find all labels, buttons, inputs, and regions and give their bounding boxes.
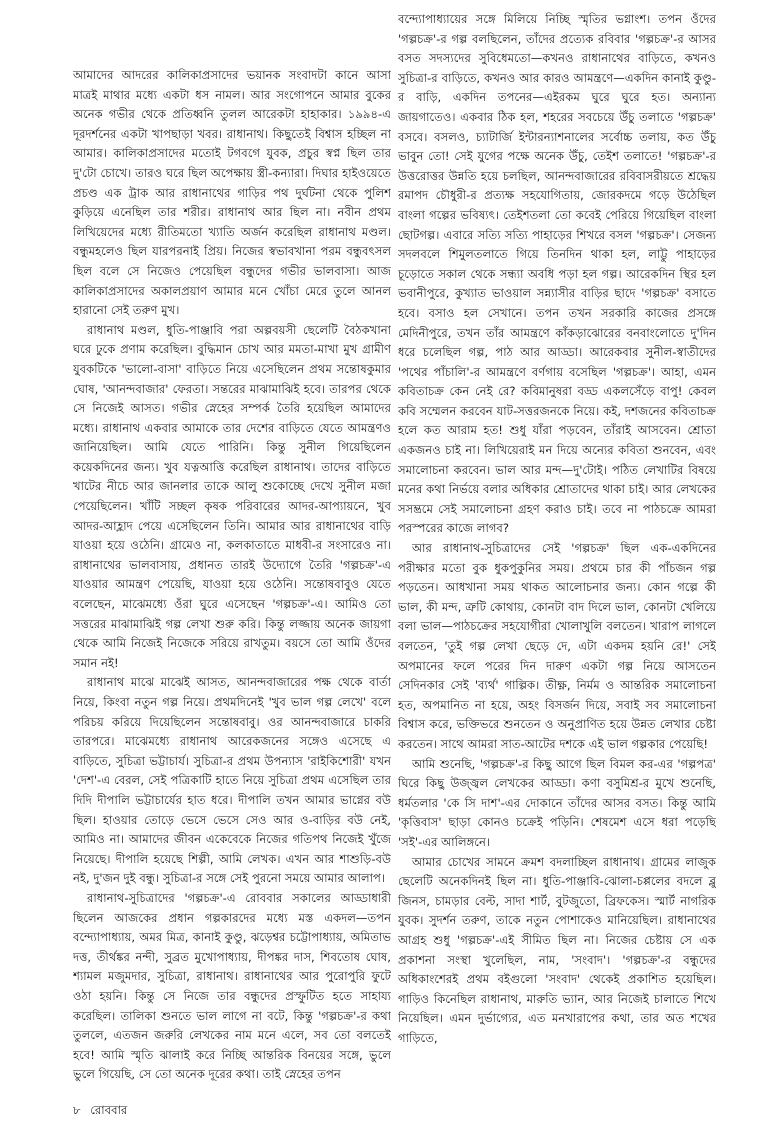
paragraph: আমি শুনেছি, 'গল্পচক্র'-র কিছু আগে ছিল বিমল কর-এর 'গল্পপত্র' ঘিরে কিছু উজ্জ্বল লেখকের আড্ডা। কণা বসুমিশ্র-র মুখে শুনেছি, ধর্মতলার 'কে সি দাশ'-এর দোকানে তাঁদের আসর বসত। কিন্তু আমি 'কৃত্তিবাস' ছাড়া কোনও চক্রেই পড়িনি। শেষমেশ এসে ধরা পড়েছি 'সই'-এর আলিঙ্গনে। bbox=[398, 756, 716, 849]
right-column bbox=[398, 10, 716, 1100]
left-column bbox=[73, 66, 391, 1086]
page-footer bbox=[73, 1102, 133, 1118]
paragraph: আমাদের আদরের কালিকাপ্রসাদের ভয়ানক সংবাদটা কানে আসা মাত্রই মাথার মধ্যে একটা ধস নামল। আর সংগোপনে আমার বুকের অনেক গভীর থেকে প্রতিধ্বনি তুলল আরেকটা হাহাকার। ১৯৯৪-এ দূরদর্শনের একটা খাপছাড়া খবর। রাধানাথ। কিছুতেই বিশ্বাস হচ্ছিল না আমার। কালিকাপ্রসাদের মতোই টগবগে যুবক, প্রচুর স্বপ্ন ছিল তার দু'টো চোখে। তারও ঘরে ছিল অপেক্ষায় স্ত্রী-কন্যারা। দিঘার হাইওয়েতে প্রচণ্ড এক ট্রাক আর রাধানাথের গাড়ির পথ দুর্ঘটনা থেকে পুলিশ কুড়িয়ে এনেছিল তার শরীর। রাধানাথ আর ছিল না। নবীন প্রথম লিখিয়েদের মধ্যে রীতিমতো খ্যাতি অর্জন করেছিল রাধানাথ মণ্ডল। বন্ধুমহলেও ছিল যারপরনাই প্রিয়। নিজের স্বভাবখানা পরম বন্ধুবৎসল ছিল বলে সে নিজেও পেয়েছিল বন্ধুদের গভীর ভালবাসা। আজ কালিকাপ্রসাদের অকালপ্রয়াণ আমার মনে খোঁচা মেরে তুলে আনল হারানো সেই তরুণ মুখ। bbox=[73, 68, 391, 318]
paragraph: রাধানাথ মাঝে মাঝেই আসত, আনন্দবাজারের পক্ষ থেকে বার্তা নিয়ে, কিংবা নতুন গল্প নিয়ে। প্রথমদিনেই 'খুব ভাল গল্প লেখে' বলে পরিচয় করিয়ে দিয়েছিলেন সন্তোষবাবু। ওর আনন্দবাজারে চাকরি তারপরে। মাঝেমধ্যে রাধানাথ আরেকজনের সঙ্গেও এসেছে এ বাড়িতে, সুচিত্রা ভট্টাচার্য। সুচিত্রা-র প্রথম উপন্যাস 'রাইকিশোরী' যখন 'দেশ'-এ বেরল, সেই পত্রিকাটি হাতে নিয়ে সুচিত্রা প্রথম এসেছিল তার দিদি দীপালি ভট্টাচার্যের হাত ধরে। দীপালি তখন আমার ভাগ্নের বউ ছিল। হাওয়ার তোড়ে ভেসে ভেসে সেও আর ও-বাড়ির বউ নেই, আমিও না। আমাদের জীবন একেবেকে নিজের গতিপথ নিজেই খুঁজে নিয়েছে। দীপালি হয়েছে শিল্পী, আমি লেখক। এখন আর শাশুড়ি-বউ নই, দু'জন দুই বন্ধু। সুচিত্রা-র সঙ্গে সেই পুরনো সময়ে আমার আলাপ। bbox=[73, 675, 391, 886]
paragraph: আর রাধানাথ-সুচিত্রাদের সেই 'গল্পচক্র' ছিল এক-একদিনের পরীক্ষার মতো বুক ধুকপুকুনির সময়। প্রথমে চার কী পাঁচজন গল্প পড়তেন। আধখানা সময় থাকত আলোচনার জন্য। কোন গল্পে কী ভাল, কী মন্দ, ত্রুটি কোথায়, কোনটা বাদ দিলে ভাল, কোনটা খেলিয়ে বলা ভাল—পাঠচক্রের সহযোগীরা খোলাখুলি বলতেন। খারাপ লাগলে বলতেন, 'তুই গল্প লেখা ছেড়ে দে, এটা একদম হয়নি রে!' সেই অপমানের ফলে পরের দিন দারুণ একটা গল্প নিয়ে আসতেন সেদিনকার সেই 'ব্যর্থ' গাল্পিক। তীক্ষ্ণ, নির্মম ও আন্তরিক সমালোচনা হত, অপমানিত না হয়ে, অহং বিসর্জন দিয়ে, সবাই সব সমালোচনা বিশ্বাস করে, ভক্তিভরে শুনতেন ও অনুপ্রাণিত হয়ে উন্নত লেখার চেষ্টা করতেন। সাথে আমরা সাত-আটের দশকে এই ভাল গল্পকার পেয়েছি! bbox=[398, 541, 716, 751]
paragraph: আমার চোখের সামনে ক্রমশ বদলাচ্ছিল রাধানাথ। গ্রামের লাজুক ছেলেটি অনেকদিনই ছিল না। ধুতি-পাঞ্জাবি-ঝোলা-চপ্পলের বদলে ব্লু জিনস, চামড়ার বেল্ট, সাদা শার্ট, বুটজুতো, ব্রিফকেস। স্মার্ট নাগরিক যুবক। সুদর্শন তরুণ, তাকে নতুন পোশাকেও মানিয়েছিল। রাধানাথের আগ্রহ শুধু 'গল্পচক্র'-এই সীমিত ছিল না। নিজের চেষ্টায় সে এক প্রকাশনা সংস্থা খুলেছিল, নাম, 'সংবাদ'। 'গল্পচক্র'-র বন্ধুদের অধিকাংশেরই প্রথম বইগুলো 'সংবাদ' থেকেই প্রকাশিত হয়েছিল। গাড়িও কিনেছিল রাধানাথ, মারুতি ভ্যান, আর নিজেই চালাতে শিখে নিয়েছিল। এমন দুর্ভাগ্যের, এত মনখারাপের কথা, তার অত শখের গাড়িতে, bbox=[398, 854, 716, 1045]
paragraph: রাধানাথ মণ্ডল, ধুতি-পাঞ্জাবি পরা অল্পবয়সী ছেলেটি বৈঠকখানা ঘরে ঢুকে প্রণাম করেছিল। বুদ্ধিমান চোখ আর মমতা-মাখা মুখ গ্রামীণ যুবকটিকে 'ভালো-বাসা' বাড়িতে নিয়ে এসেছিলেন প্রথম সন্তোষকুমার ঘোষ, 'আনন্দবাজার' ফেরতা। সন্তরের মাঝামাঝিই হবে। তারপর থেকে সে নিজেই আসত। গভীর স্নেহের সম্পর্ক তৈরি হয়েছিল আমাদের মধ্যে। রাধানাথ একবার আমাকে তার দেশের বাড়িতে যেতে আমন্ত্রণও জানিয়েছিল। আমি যেতে পারিনি। কিন্তু সুনীল গিয়েছিলেন কয়েকদিনের জন্য। খুব যত্নআত্তি করেছিল রাধানাথ। তাদের বাড়িতে খাটের নীচে আর জানলার তাকে আলু শুকোচ্ছে দেখে সুনীল মজা পেয়েছিলেন। খাঁটি সচ্ছল কৃষক পরিবারের আদর-আপ্যায়নে, খুব আদর-আহ্লাদ পেয়ে এসেছিলেন তিনি। আমার আর রাধানাথের বাড়ি যাওয়া হয়ে ওঠেনি। গ্রামেও না, কলকাতাতে মাধবী-র সংসারেও না। রাধানাথের ভালবাসায়, প্রধানত তারই উদ্যোগে তৈরি 'গল্পচক্র'-এ যাওয়ার আমন্ত্রণ পেয়েছি, যাওয়া হয়ে ওঠেনি। সন্তোষবাবুও যেতে বলেছেন, মাঝেমধ্যে ওঁরা ঘুরে এসেছেন 'গল্পচক্র'-এ। আমিও তো সত্তরের মাঝামাঝিই গল্প লেখা শুরু করি। কিন্তু লজ্জায় অনেক জায়গা থেকে আমি নিজেই নিজেকে সরিয়ে রাখতুম। বয়সে তো আমি ওঁদের সমান নই! bbox=[73, 322, 391, 670]
section-name: রোববার bbox=[90, 1103, 128, 1117]
paragraph: রাধানাথ-সুচিত্রাদের 'গল্পচক্র'-এ রোববার সকালের আড্ডাধারী ছিলেন আজকের প্রধান গল্পকারদের মধ্যে মস্ত একদল—তপন বন্দ্যোপাধ্যায়, অমর মিত্র, কানাই কুণ্ডু, ঝড়েশ্বর চট্টোপাধ্যায়, অমিতাভ দত্ত, তীর্থঙ্কর নন্দী, সুব্রত মুখোপাধ্যায়, দীপঙ্কর দাস, শিবতোষ ঘোষ, শ্যামল মজুমদার, সুচিত্রা, রাধানাথ। রাধানাথের আর পুরোপুরি ফুটে ওঠা হয়নি। কিন্তু সে নিজে তার বন্ধুদের প্রস্ফুটিত হতে সাহায্য করেছিল। তালিকা শুনতে ভাল লাগে না বটে, কিন্তু 'গল্পচক্র'-র কথা তুললে, এতজন জরুরি লেখকের নাম মনে এলে, সব তো বলতেই হবে! আমি স্মৃতি ঝালাই করে নিচ্ছি আন্তরিক বিনয়ের সঙ্গে, ভুলে ভুলে গিয়েছি, সে তো অনেক দূরের কথা। তাই স্নেহের তপন bbox=[73, 890, 391, 1082]
page-number: ৮ bbox=[73, 1103, 81, 1117]
paragraph: বন্দ্যোপাধ্যায়ের সঙ্গে মিলিয়ে নিচ্ছি স্মৃতির ভগ্নাংশ। তপন ওঁদের 'গল্পচক্র'-র গল্প বলছিলেন, তাঁদের প্রত্যেক রবিবার 'গল্পচক্র'-র আসর বসত সদস্যদের সুবিধেমতো—কখনও রাধানাথের বাড়িতে, কখনও সুচিত্রা-র বাড়িতে, কখনও আর কারও আমন্ত্রণে—একদিন কানাই কুণ্ডু-র বাড়ি, একদিন তপনের—এইরকম ঘুরে ঘুরে হত। অন্যান্য জায়গাতেও। একবার ঠিক হল, শহরের সবচেয়ে উঁচু তলাতে 'গল্পচক্র' বসবে। বসলও, চ্যাটার্জি ইন্টারন্যাশনালের সর্বোচ্চ তলায়, কত উঁচু ভাবুন তো! সেই যুগের পক্ষে অনেক উঁচু, তেইশ তলাতে! 'গল্পচক্র'-র উত্তরোত্তর উন্নতি হয়ে চলছিল, আনন্দবাজারের রবিবাসরীয়তে শ্রদ্ধেয় রমাপদ চৌধুরী-র প্রত্যক্ষ সহযোগিতায়, জোরকদমে গড়ে উঠেছিল বাংলা গল্পের ভবিষ্যৎ। তেইশতলা তো কবেই পেরিয়ে গিয়েছিল বাংলা ছোটগল্প। এবারে সত্যি সত্যি পাহাড়ের শিখরে বসল 'গল্পচক্র'। সেজন্য সদলবলে শিমুলতলাতে গিয়ে তিনদিন থাকা হল, লাট্টু পাহাড়ের চূড়োতে সকাল থেকে সন্ধ্যা অবধি পড়া হল গল্প। আরেকদিন স্থির হল ভবানীপুরে, কুখ্যাত ভাওয়াল সন্ন্যাসীর বাড়ির ছাদে 'গল্পচক্র' বসাতে হবে। বসাও হল সেখানে। তপন তখন সরকারি কাজের প্রসঙ্গে মেদিনীপুরে, তখন তাঁর আমন্ত্রণে কাঁকড়াঝোরের বনবাংলোতে দু'দিন ধরে চলেছিল গল্প, পাঠ আর আড্ডা। আরেকবার সুনীল-স্বাতীদের 'পথের পাঁচালি'-র আমন্ত্রণে বর্ণগায় বসেছিল 'গল্পচক্র'। আহা, এমন কবিতাচক্র কেন নেই রে? কবিমানুষরা বড্ড একলসেঁড়ে বাপু! কেবল কবি সম্মেলন করবেন যাট-সত্তরজনকে নিয়ে। কই, দশজনের কবিতাচক্র হলে কত আরাম হত! শুধু যাঁরা পড়বেন, তাঁরাই আসবেন। শ্রোতা একজনও চাই না। লিখিয়েরাই মন দিয়ে অন্যের কবিতা শুনবেন, এবং সমালোচনা করবেন। ভাল আর মন্দ—দু'টোই। পঠিত লেখাটির বিষয়ে মনের কথা নির্ভয়ে বলার অধিকার শ্রোতাদের থাকা চাই। আর লেখকের সসম্ভ্রমে সেই সমালোচনা গ্রহণ করাও চাই। তবে না পাঠচক্রে আমরা পরস্পরের কাজে লাগব? bbox=[398, 12, 716, 536]
